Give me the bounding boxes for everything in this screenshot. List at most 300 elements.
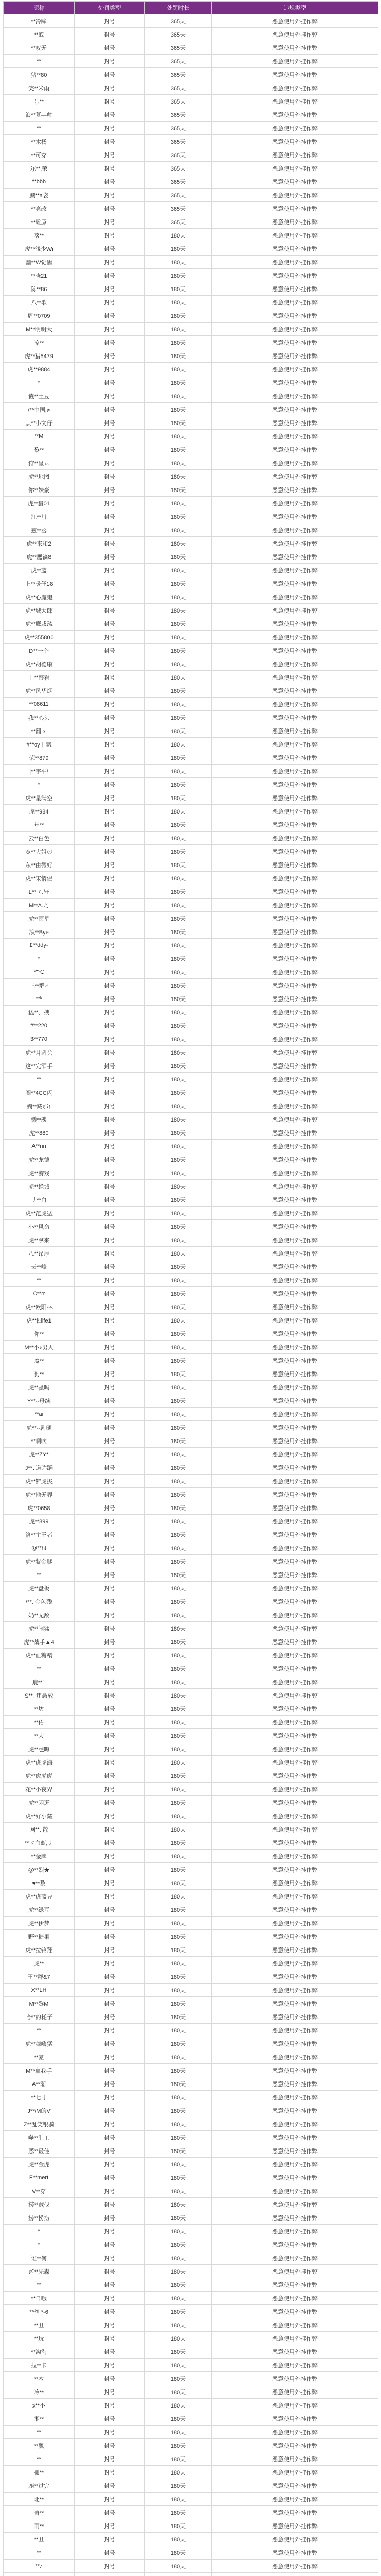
table-row bbox=[4, 1300, 378, 1314]
nickname-cell: 噬**肚工 bbox=[4, 2131, 75, 2144]
violation-type-cell: 恶意使用外挂作弊 bbox=[212, 979, 378, 992]
penalty-type-cell: 封号 bbox=[75, 2131, 145, 2144]
penalty-type-cell: 封号 bbox=[75, 724, 145, 738]
penalty-duration-cell: 180天 bbox=[145, 2278, 212, 2292]
penalty-duration-cell: 365天 bbox=[145, 135, 212, 148]
nickname-cell: #**oy丨氩 bbox=[4, 738, 75, 751]
penalty-duration-cell: 180天 bbox=[145, 2171, 212, 2184]
penalty-type-cell: 封号 bbox=[75, 1381, 145, 1394]
table-row bbox=[4, 363, 378, 376]
nickname-cell: 王**群&7 bbox=[4, 1970, 75, 1984]
penalty-type-cell: 封号 bbox=[75, 1742, 145, 1756]
violation-type-cell: 恶意使用外挂作弊 bbox=[212, 845, 378, 858]
nickname-cell: 北** bbox=[4, 2493, 75, 2506]
table-row bbox=[4, 309, 378, 323]
penalty-type-cell: 封号 bbox=[75, 537, 145, 550]
penalty-duration-cell: 180天 bbox=[145, 2533, 212, 2546]
penalty-duration-cell: 180天 bbox=[145, 1863, 212, 1876]
table-row bbox=[4, 456, 378, 470]
table-row bbox=[4, 189, 378, 202]
penalty-type-cell: 封号 bbox=[75, 738, 145, 751]
table-row bbox=[4, 858, 378, 872]
violation-type-cell: 恶意使用外挂作弊 bbox=[212, 189, 378, 202]
nickname-cell: 虎**欧阳林 bbox=[4, 1300, 75, 1314]
nickname-cell: 虎**--剧嗵 bbox=[4, 1421, 75, 1434]
violation-type-cell: 恶意使用外挂作弊 bbox=[212, 1903, 378, 1917]
penalty-duration-cell: 180天 bbox=[145, 1716, 212, 1729]
penalty-duration-cell: 180天 bbox=[145, 1367, 212, 1381]
table-row bbox=[4, 2546, 378, 2560]
table-row bbox=[4, 2198, 378, 2211]
table-row bbox=[4, 631, 378, 644]
table-row bbox=[4, 2439, 378, 2452]
header-violation-type: 违规类型 bbox=[212, 2, 378, 14]
nickname-cell: 云**峰 bbox=[4, 1260, 75, 1274]
table-row bbox=[4, 564, 378, 577]
penalty-duration-cell: 180天 bbox=[145, 1662, 212, 1675]
nickname-cell: @**ht bbox=[4, 1541, 75, 1555]
violation-type-cell: 恶意使用外挂作弊 bbox=[212, 1528, 378, 1541]
violation-type-cell: 恶意使用外挂作弊 bbox=[212, 1274, 378, 1287]
nickname-cell: 魔** bbox=[4, 1354, 75, 1367]
violation-type-cell: 恶意使用外挂作弊 bbox=[212, 108, 378, 122]
penalty-type-cell: 封号 bbox=[75, 1274, 145, 1287]
penalty-type-cell: 封号 bbox=[75, 108, 145, 122]
violation-type-cell: 恶意使用外挂作弊 bbox=[212, 1287, 378, 1300]
penalty-duration-cell: 365天 bbox=[145, 81, 212, 95]
violation-type-cell: 恶意使用外挂作弊 bbox=[212, 323, 378, 336]
nickname-cell: 云**白色 bbox=[4, 832, 75, 845]
penalty-type-cell: 封号 bbox=[75, 2439, 145, 2452]
penalty-type-cell: 封号 bbox=[75, 1260, 145, 1274]
table-row bbox=[4, 1287, 378, 1300]
violation-type-cell: 恶意使用外挂作弊 bbox=[212, 2171, 378, 2184]
penalty-type-cell: 封号 bbox=[75, 604, 145, 617]
penalty-duration-cell: 180天 bbox=[145, 1394, 212, 1408]
violation-type-cell: 恶意使用外挂作弊 bbox=[212, 2292, 378, 2305]
penalty-duration-cell: 365天 bbox=[145, 202, 212, 215]
violation-type-cell: 恶意使用外挂作弊 bbox=[212, 832, 378, 845]
violation-type-cell: 恶意使用外挂作弊 bbox=[212, 309, 378, 323]
nickname-cell: **♪ bbox=[4, 2560, 75, 2573]
violation-type-cell: 恶意使用外挂作弊 bbox=[212, 1260, 378, 1274]
violation-type-cell: 恶意使用外挂作弊 bbox=[212, 135, 378, 148]
nickname-cell: 笑**米雨 bbox=[4, 81, 75, 95]
penalty-duration-cell: 180天 bbox=[145, 1568, 212, 1582]
table-row bbox=[4, 1274, 378, 1287]
penalty-duration-cell: 180天 bbox=[145, 2104, 212, 2117]
nickname-cell: **冷眸 bbox=[4, 14, 75, 28]
nickname-cell: ** bbox=[4, 1568, 75, 1582]
violation-type-cell: 恶意使用外挂作弊 bbox=[212, 858, 378, 872]
penalty-type-cell: 封号 bbox=[75, 1796, 145, 1809]
nickname-cell: 虎**虎虎海 bbox=[4, 1756, 75, 1769]
penalty-duration-cell: 180天 bbox=[145, 912, 212, 925]
nickname-cell: ** bbox=[4, 1073, 75, 1086]
violation-type-cell: 恶意使用外挂作弊 bbox=[212, 1876, 378, 1890]
penalty-type-cell: 封号 bbox=[75, 2466, 145, 2479]
violation-type-cell: 恶意使用外挂作弊 bbox=[212, 872, 378, 885]
violation-type-cell: 恶意使用外挂作弊 bbox=[212, 2305, 378, 2318]
penalty-duration-cell: 180天 bbox=[145, 550, 212, 564]
penalty-duration-cell: 180天 bbox=[145, 1207, 212, 1220]
violation-type-cell: 恶意使用外挂作弊 bbox=[212, 2506, 378, 2519]
penalty-duration-cell: 180天 bbox=[145, 2077, 212, 2091]
violation-type-cell: 恶意使用外挂作弊 bbox=[212, 349, 378, 363]
penalty-type-cell: 封号 bbox=[75, 1448, 145, 1461]
nickname-cell: ** bbox=[4, 2452, 75, 2466]
penalty-duration-cell: 180天 bbox=[145, 1675, 212, 1689]
violation-type-cell: 恶意使用外挂作弊 bbox=[212, 644, 378, 657]
table-row bbox=[4, 2479, 378, 2493]
nickname-cell: 恶**最佳 bbox=[4, 2144, 75, 2158]
penalty-duration-cell: 180天 bbox=[145, 1006, 212, 1019]
table-row bbox=[4, 724, 378, 738]
table-row bbox=[4, 1662, 378, 1675]
penalty-type-cell: 封号 bbox=[75, 1220, 145, 1233]
penalty-type-cell: 封号 bbox=[75, 2292, 145, 2305]
penalty-type-cell: 封号 bbox=[75, 470, 145, 483]
penalty-type-cell: 封号 bbox=[75, 189, 145, 202]
nickname-cell: 狗** bbox=[4, 1367, 75, 1381]
violation-type-cell: 恶意使用外挂作弊 bbox=[212, 765, 378, 778]
table-row bbox=[4, 2519, 378, 2533]
nickname-cell: ** bbox=[4, 2426, 75, 2439]
penalty-type-cell: 封号 bbox=[75, 215, 145, 229]
nickname-cell: A**潮 bbox=[4, 2077, 75, 2091]
table-row bbox=[4, 2372, 378, 2385]
violation-type-cell: 恶意使用外挂作弊 bbox=[212, 2493, 378, 2506]
penalty-duration-cell: 180天 bbox=[145, 1180, 212, 1193]
penalty-duration-cell: 180天 bbox=[145, 1059, 212, 1073]
violation-type-cell: 恶意使用外挂作弊 bbox=[212, 751, 378, 765]
penalty-duration-cell: 180天 bbox=[145, 1582, 212, 1595]
violation-type-cell: 恶意使用外挂作弊 bbox=[212, 2144, 378, 2158]
penalty-type-cell: 封号 bbox=[75, 1073, 145, 1086]
nickname-cell: 懒**魂 bbox=[4, 1113, 75, 1126]
penalty-duration-cell: 180天 bbox=[145, 2519, 212, 2533]
penalty-type-cell: 封号 bbox=[75, 617, 145, 631]
penalty-type-cell: 封号 bbox=[75, 1729, 145, 1742]
nickname-cell: #**220 bbox=[4, 1019, 75, 1032]
nickname-cell: 虎**9884 bbox=[4, 363, 75, 376]
penalty-type-cell: 封号 bbox=[75, 631, 145, 644]
nickname-cell: 虎**虎蓝豆 bbox=[4, 1890, 75, 1903]
nickname-cell: **丝 *-6 bbox=[4, 2305, 75, 2318]
penalty-type-cell: 封号 bbox=[75, 1019, 145, 1032]
table-row bbox=[4, 296, 378, 309]
penalty-duration-cell: 180天 bbox=[145, 1220, 212, 1233]
table-row bbox=[4, 952, 378, 965]
nickname-cell: /**中国,≠ bbox=[4, 403, 75, 416]
table-row bbox=[4, 510, 378, 523]
penalty-type-cell: 封号 bbox=[75, 2345, 145, 2359]
table-row bbox=[4, 698, 378, 711]
nickname-cell: 虎**四ife1 bbox=[4, 1314, 75, 1327]
table-row bbox=[4, 2560, 378, 2573]
violation-type-cell: 恶意使用外挂作弊 bbox=[212, 564, 378, 577]
penalty-duration-cell: 180天 bbox=[145, 1032, 212, 1046]
penalty-type-cell: 封号 bbox=[75, 2546, 145, 2560]
violation-type-cell: 恶意使用外挂作弊 bbox=[212, 1220, 378, 1233]
nickname-cell: 幽**W觉醒 bbox=[4, 256, 75, 269]
table-row bbox=[4, 2158, 378, 2171]
penalty-duration-cell: 365天 bbox=[145, 122, 212, 135]
nickname-cell: £**ddy- bbox=[4, 939, 75, 952]
header-nickname: 昵称 bbox=[4, 2, 75, 14]
penalty-duration-cell: 180天 bbox=[145, 2359, 212, 2372]
penalty-duration-cell: 180天 bbox=[145, 1742, 212, 1756]
violation-type-cell: 恶意使用外挂作弊 bbox=[212, 242, 378, 256]
penalty-type-cell: 封号 bbox=[75, 1247, 145, 1260]
penalty-type-cell: 封号 bbox=[75, 899, 145, 912]
nickname-cell: 凉** bbox=[4, 336, 75, 349]
table-row bbox=[4, 1702, 378, 1716]
penalty-duration-cell: 180天 bbox=[145, 979, 212, 992]
violation-type-cell: 恶意使用外挂作弊 bbox=[212, 550, 378, 564]
penalty-duration-cell: 180天 bbox=[145, 1099, 212, 1113]
table-row bbox=[4, 215, 378, 229]
penalty-type-cell: 封号 bbox=[75, 698, 145, 711]
table-row bbox=[4, 1823, 378, 1836]
table-row bbox=[4, 1327, 378, 1341]
penalty-duration-cell: 180天 bbox=[145, 1555, 212, 1568]
table-row bbox=[4, 2265, 378, 2278]
penalty-type-cell: 封号 bbox=[75, 1327, 145, 1341]
nickname-cell: 虎**闲逛 bbox=[4, 1796, 75, 1809]
penalty-duration-cell: 180天 bbox=[145, 2493, 212, 2506]
table-row bbox=[4, 2117, 378, 2131]
violation-type-cell: 恶意使用外挂作弊 bbox=[212, 992, 378, 1006]
table-row bbox=[4, 2064, 378, 2077]
nickname-cell: **ai bbox=[4, 1408, 75, 1421]
nickname-cell: **飘 bbox=[4, 2439, 75, 2452]
penalty-duration-cell: 180天 bbox=[145, 617, 212, 631]
violation-type-cell: 恶意使用外挂作弊 bbox=[212, 2104, 378, 2117]
nickname-cell: L**ゞ.轩 bbox=[4, 885, 75, 899]
violation-type-cell: 恶意使用外挂作弊 bbox=[212, 1113, 378, 1126]
table-row bbox=[4, 323, 378, 336]
violation-type-cell: 恶意使用外挂作弊 bbox=[212, 1019, 378, 1032]
penalty-type-cell: 封号 bbox=[75, 403, 145, 416]
penalty-type-cell: 封号 bbox=[75, 1354, 145, 1367]
table-row bbox=[4, 1434, 378, 1448]
penalty-type-cell: 封号 bbox=[75, 1970, 145, 1984]
penalty-duration-cell: 180天 bbox=[145, 1488, 212, 1501]
nickname-cell: 你**妹豪 bbox=[4, 483, 75, 497]
violation-type-cell: 恶意使用外挂作弊 bbox=[212, 2077, 378, 2091]
nickname-cell: 荣**879 bbox=[4, 751, 75, 765]
table-row bbox=[4, 1421, 378, 1434]
penalty-duration-cell: 180天 bbox=[145, 1622, 212, 1635]
nickname-cell: 萧** bbox=[4, 2506, 75, 2519]
nickname-cell: 王**察看 bbox=[4, 671, 75, 684]
penalty-duration-cell: 180天 bbox=[145, 590, 212, 604]
table-row bbox=[4, 1608, 378, 1622]
penalty-type-cell: 封号 bbox=[75, 1086, 145, 1099]
penalty-duration-cell: 180天 bbox=[145, 1984, 212, 1997]
table-row bbox=[4, 1997, 378, 2010]
nickname-cell: 虎**绝城 bbox=[4, 1180, 75, 1193]
violation-type-cell: 恶意使用外挂作弊 bbox=[212, 1997, 378, 2010]
penalty-type-cell: 封号 bbox=[75, 175, 145, 189]
violation-type-cell: 恶意使用外挂作弊 bbox=[212, 1046, 378, 1059]
nickname-cell: ** bbox=[4, 2024, 75, 2037]
nickname-cell: 虎**宋情侣 bbox=[4, 872, 75, 885]
penalty-duration-cell: 180天 bbox=[145, 1836, 212, 1850]
nickname-cell: 捞**捞捞 bbox=[4, 2211, 75, 2225]
table-row bbox=[4, 1796, 378, 1809]
penalty-duration-cell: 180天 bbox=[145, 2506, 212, 2519]
nickname-cell: **坊 bbox=[4, 1702, 75, 1716]
nickname-cell: 虎**游戏 bbox=[4, 1166, 75, 1180]
violation-type-cell: 恶意使用外挂作弊 bbox=[212, 1059, 378, 1073]
penalty-duration-cell: 180天 bbox=[145, 2184, 212, 2198]
violation-type-cell: 恶意使用外挂作弊 bbox=[212, 778, 378, 791]
penalty-type-cell: 封号 bbox=[75, 122, 145, 135]
violation-type-cell: 恶意使用外挂作弊 bbox=[212, 456, 378, 470]
violation-type-cell: 恶意使用外挂作弊 bbox=[212, 671, 378, 684]
penalty-type-cell: 封号 bbox=[75, 1501, 145, 1515]
penalty-type-cell: 封号 bbox=[75, 2091, 145, 2104]
table-row bbox=[4, 1836, 378, 1850]
violation-type-cell: 恶意使用外挂作弊 bbox=[212, 148, 378, 162]
table-row bbox=[4, 229, 378, 242]
table-row bbox=[4, 1984, 378, 1997]
penalty-type-cell: 封号 bbox=[75, 684, 145, 698]
table-row bbox=[4, 684, 378, 698]
violation-type-cell: 恶意使用外挂作弊 bbox=[212, 537, 378, 550]
penalty-type-cell: 封号 bbox=[75, 939, 145, 952]
penalty-type-cell: 封号 bbox=[75, 992, 145, 1006]
table-row bbox=[4, 2385, 378, 2399]
penalty-type-cell: 封号 bbox=[75, 1541, 145, 1555]
table-row bbox=[4, 1716, 378, 1729]
violation-type-cell: 恶意使用外挂作弊 bbox=[212, 1917, 378, 1930]
penalty-type-cell: 封号 bbox=[75, 791, 145, 805]
nickname-cell: 谁**何 bbox=[4, 2251, 75, 2265]
table-row bbox=[4, 845, 378, 858]
violation-type-cell: 恶意使用外挂作弊 bbox=[212, 791, 378, 805]
violation-type-cell: 恶意使用外挂作弊 bbox=[212, 2010, 378, 2024]
penalty-type-cell: 封号 bbox=[75, 818, 145, 832]
nickname-cell: @**烈★ bbox=[4, 1863, 75, 1876]
penalty-duration-cell: 180天 bbox=[145, 1943, 212, 1957]
nickname-cell: 虎**拉铃翔 bbox=[4, 1943, 75, 1957]
table-row bbox=[4, 497, 378, 510]
table-row bbox=[4, 899, 378, 912]
penalty-duration-cell: 180天 bbox=[145, 1649, 212, 1662]
penalty-type-cell: 封号 bbox=[75, 1153, 145, 1166]
nickname-cell: * bbox=[4, 376, 75, 389]
penalty-type-cell: 封号 bbox=[75, 778, 145, 791]
penalty-duration-cell: 180天 bbox=[145, 296, 212, 309]
violation-type-cell: 恶意使用外挂作弊 bbox=[212, 1716, 378, 1729]
violation-type-cell: 恶意使用外挂作弊 bbox=[212, 1475, 378, 1488]
penalty-duration-cell: 180天 bbox=[145, 1140, 212, 1153]
violation-type-cell: 恶意使用外挂作弊 bbox=[212, 1943, 378, 1957]
nickname-cell: **ᵏ bbox=[4, 992, 75, 1006]
penalty-type-cell: 封号 bbox=[75, 443, 145, 456]
violation-type-cell: 恶意使用外挂作弊 bbox=[212, 2385, 378, 2399]
nickname-cell: **木杨 bbox=[4, 135, 75, 148]
nickname-cell: 虎**899 bbox=[4, 1515, 75, 1528]
table-row bbox=[4, 1876, 378, 1890]
nickname-cell: 虎**金虎 bbox=[4, 2158, 75, 2171]
violation-type-cell: 恶意使用外挂作弊 bbox=[212, 2479, 378, 2493]
table-row bbox=[4, 2292, 378, 2305]
penalty-duration-cell: 180天 bbox=[145, 523, 212, 537]
nickname-cell: *"℃ bbox=[4, 965, 75, 979]
penalty-duration-cell: 180天 bbox=[145, 1501, 212, 1515]
table-row bbox=[4, 108, 378, 122]
violation-type-cell: 恶意使用外挂作弊 bbox=[212, 1421, 378, 1434]
penalty-duration-cell: 180天 bbox=[145, 282, 212, 296]
penalty-type-cell: 封号 bbox=[75, 1903, 145, 1917]
penalty-type-cell: 封号 bbox=[75, 1394, 145, 1408]
nickname-cell: \**. 金色残 bbox=[4, 1595, 75, 1608]
penalty-type-cell: 封号 bbox=[75, 1702, 145, 1716]
penalty-duration-cell: 180天 bbox=[145, 2426, 212, 2439]
violation-type-cell: 恶意使用外挂作弊 bbox=[212, 296, 378, 309]
penalty-duration-cell: 180天 bbox=[145, 925, 212, 939]
table-row bbox=[4, 2345, 378, 2359]
penalty-type-cell: 封号 bbox=[75, 2278, 145, 2292]
penalty-type-cell: 封号 bbox=[75, 2024, 145, 2037]
nickname-cell: 宽**大姐⊙ bbox=[4, 845, 75, 858]
penalty-type-cell: 封号 bbox=[75, 14, 145, 28]
table-row bbox=[4, 979, 378, 992]
nickname-cell: **豪 bbox=[4, 2050, 75, 2064]
penalty-type-cell: 封号 bbox=[75, 590, 145, 604]
nickname-cell: 3**770 bbox=[4, 1032, 75, 1046]
table-row bbox=[4, 95, 378, 108]
penalty-type-cell: 封号 bbox=[75, 28, 145, 41]
violation-type-cell: 恶意使用外挂作弊 bbox=[212, 1608, 378, 1622]
nickname-cell: 虎**984 bbox=[4, 805, 75, 818]
penalty-duration-cell: 180天 bbox=[145, 1541, 212, 1555]
penalty-duration-cell: 180天 bbox=[145, 497, 212, 510]
table-row bbox=[4, 1568, 378, 1582]
violation-type-cell: 恶意使用外挂作弊 bbox=[212, 939, 378, 952]
violation-type-cell: 恶意使用外挂作弊 bbox=[212, 483, 378, 497]
nickname-cell: 虎**地无界 bbox=[4, 1488, 75, 1501]
penalty-type-cell: 封号 bbox=[75, 2385, 145, 2399]
penalty-type-cell: 封号 bbox=[75, 979, 145, 992]
table-row bbox=[4, 2506, 378, 2519]
nickname-cell: X**LH bbox=[4, 1984, 75, 1997]
penalty-duration-cell: 180天 bbox=[145, 1166, 212, 1180]
penalty-type-cell: 封号 bbox=[75, 2493, 145, 2506]
violation-type-cell: 恶意使用外挂作弊 bbox=[212, 2131, 378, 2144]
penalty-type-cell: 封号 bbox=[75, 1046, 145, 1059]
violation-type-cell: 恶意使用外挂作弊 bbox=[212, 1809, 378, 1823]
nickname-cell: 上**暖仔18 bbox=[4, 577, 75, 590]
nickname-cell: **日哦 bbox=[4, 2292, 75, 2305]
nickname-cell: ** bbox=[4, 2278, 75, 2292]
penalty-type-cell: 封号 bbox=[75, 483, 145, 497]
nickname-cell: 花**小夜界 bbox=[4, 1783, 75, 1796]
penalty-duration-cell: 365天 bbox=[145, 41, 212, 55]
table-row bbox=[4, 2466, 378, 2479]
table-row bbox=[4, 1113, 378, 1126]
violation-type-cell: 恶意使用外挂作弊 bbox=[212, 1689, 378, 1702]
penalty-type-cell: 封号 bbox=[75, 671, 145, 684]
penalty-type-cell: 封号 bbox=[75, 711, 145, 724]
penalty-duration-cell: 180天 bbox=[145, 1461, 212, 1475]
penalty-duration-cell: 180天 bbox=[145, 1287, 212, 1300]
violation-type-cell: 恶意使用外挂作弊 bbox=[212, 1448, 378, 1461]
